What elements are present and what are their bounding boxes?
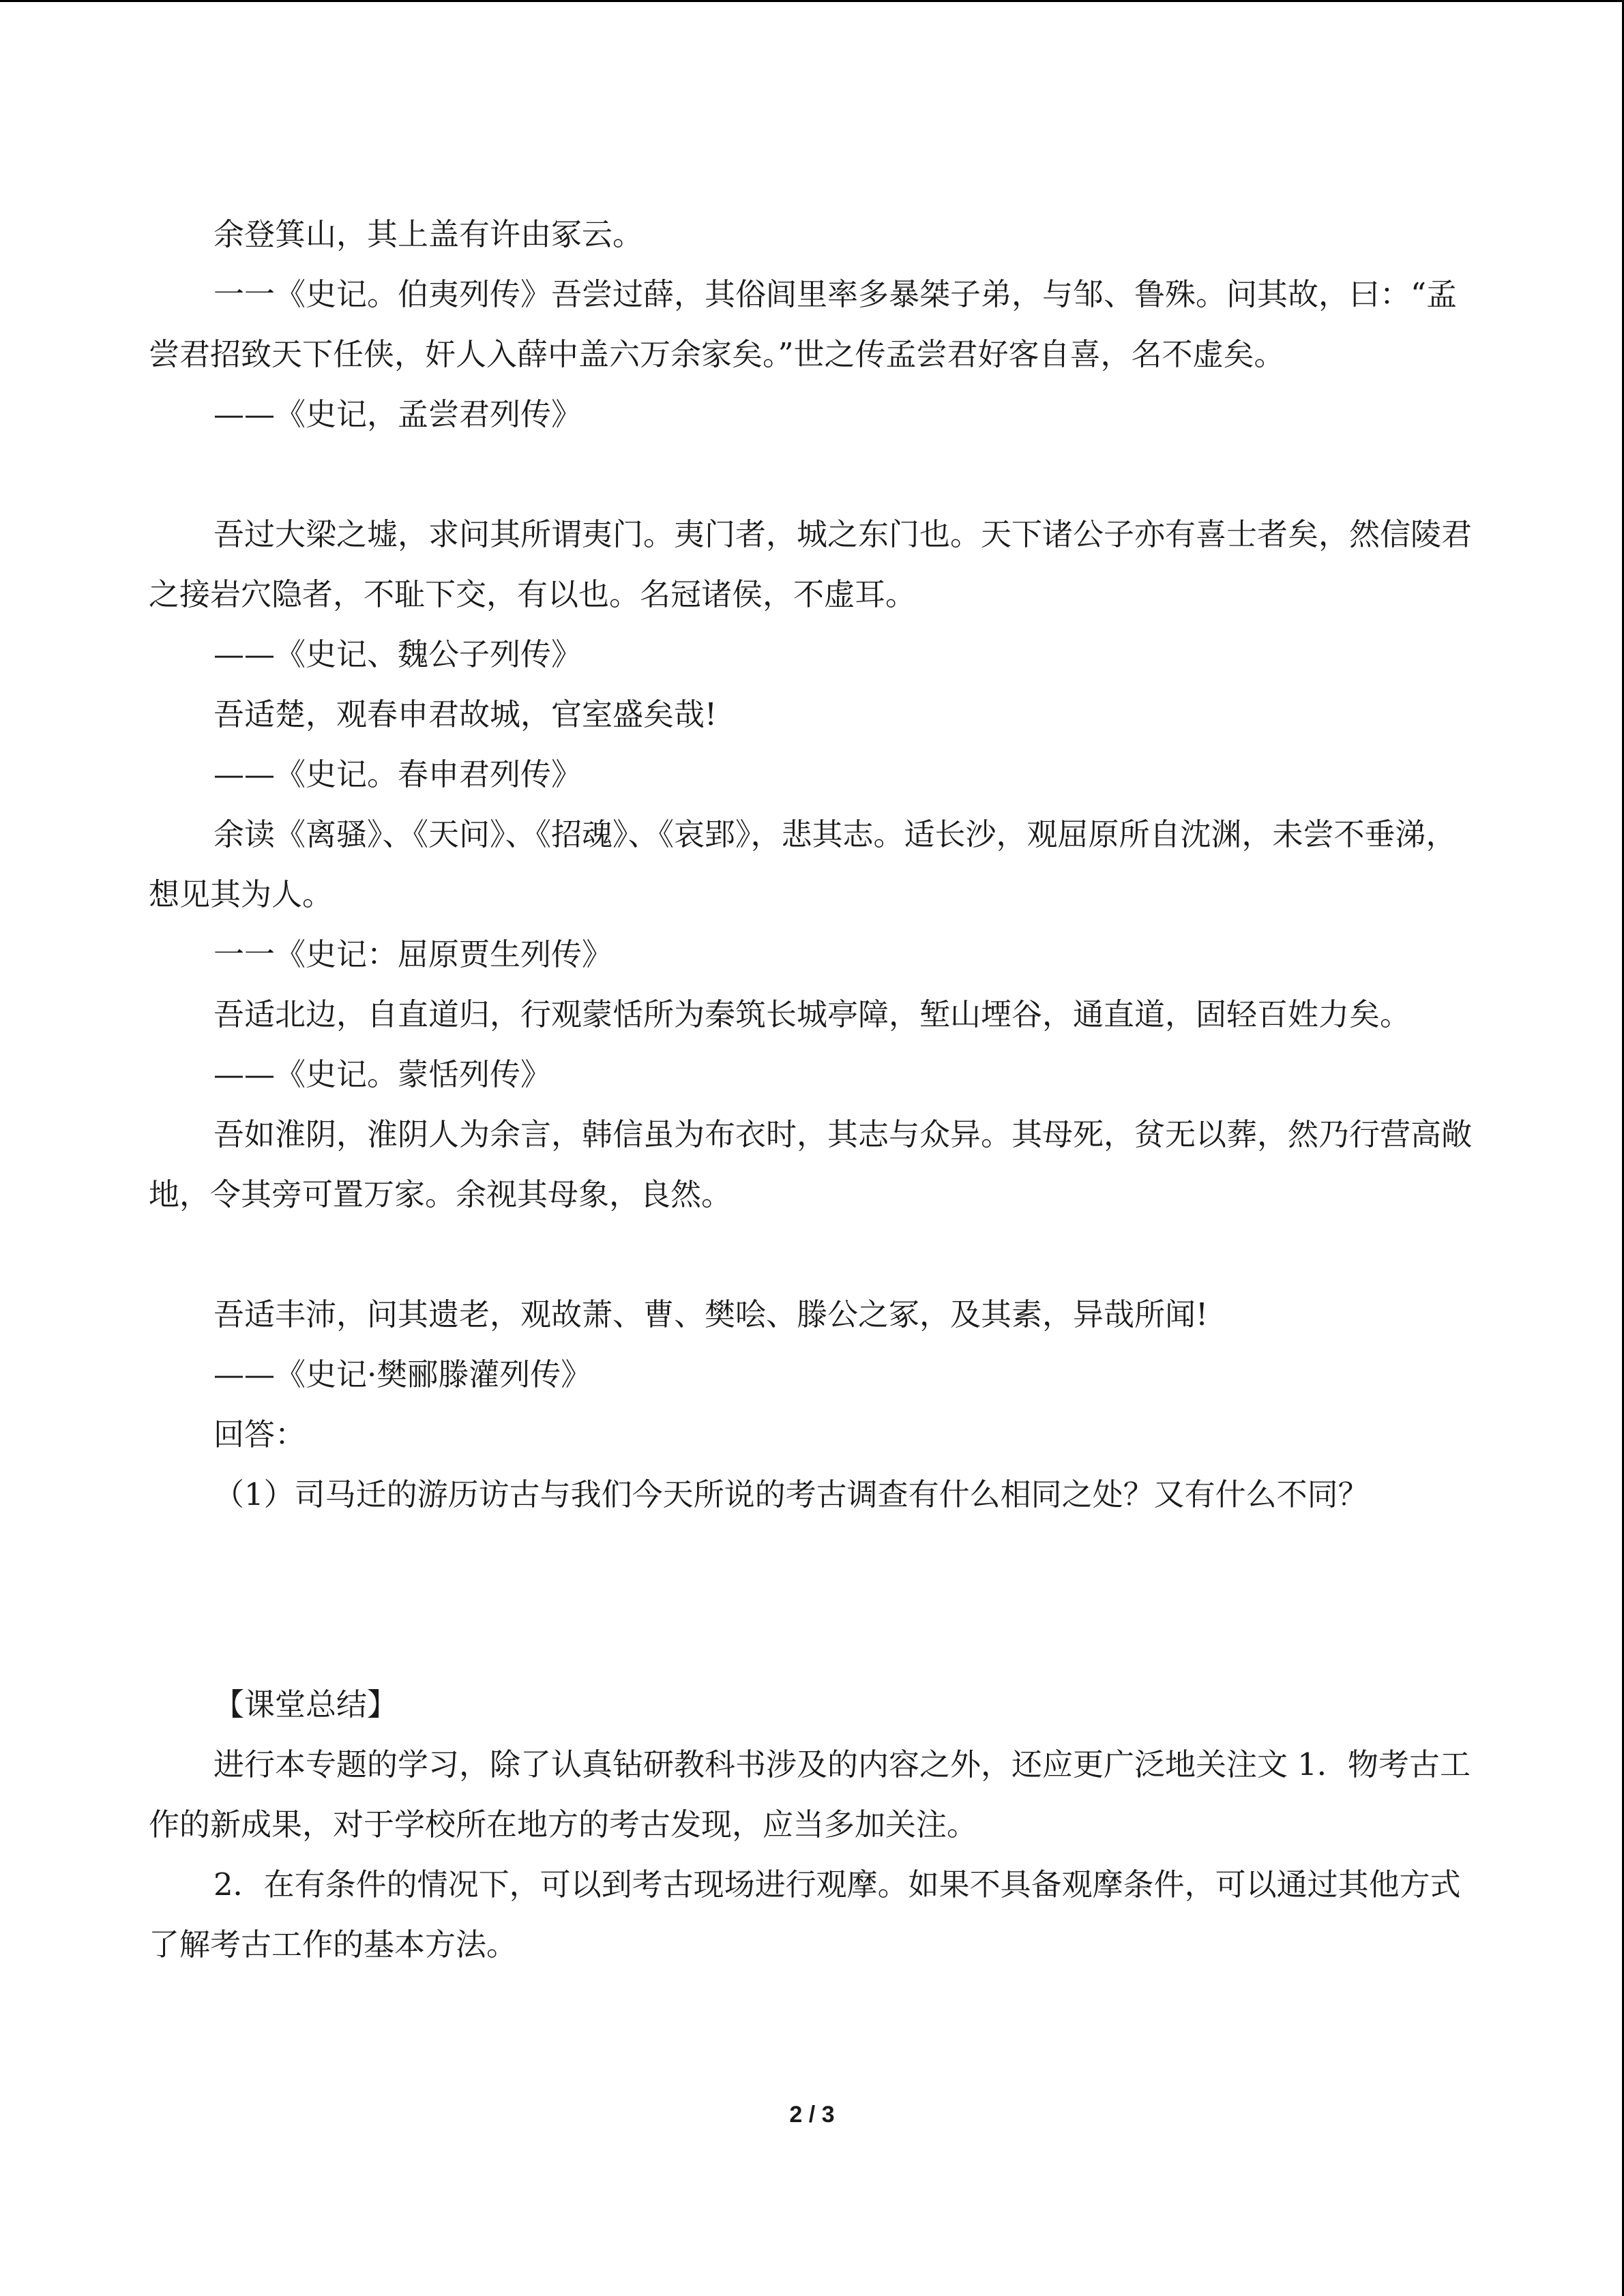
question-1: （1）司马迁的游历访古与我们今天所说的考古调查有什么相同之处？又有什么不同？ bbox=[213, 1476, 1369, 1512]
citation-meng-tian: ——《史记。蒙恬列传》 bbox=[213, 1056, 552, 1092]
citation-chun-shen-jun: ——《史记。春申君列传》 bbox=[213, 756, 582, 792]
citation-fan-li-teng-guan: ——《史记·樊郦滕灌列传》 bbox=[213, 1356, 592, 1392]
top-border-line bbox=[0, 0, 1624, 2]
paragraph-han-xin: 吾如淮阴，淮阴人为余言，韩信虽为布衣时，其志与众异。其母死，贫无以葬，然乃行营高敞地，令其旁可置万家。余视其母象，良然。 bbox=[149, 1116, 1473, 1212]
paragraph-qu-yuan: 余读《离骚》、《天问》、《招魂》、《哀郢》，悲其志。适长沙，观屈原所自沈渊，未尝不垂涕，想见其为人。 bbox=[149, 816, 1457, 912]
paragraph-feng-pei: 吾适丰沛，问其遗老，观故萧、曹、樊哙、滕公之冢，及其素，异哉所闻! bbox=[213, 1296, 1209, 1332]
blank-space bbox=[149, 1525, 1479, 1675]
citation-meng-chang-jun: ——《史记，孟尝君列传》 bbox=[213, 396, 582, 432]
summary-paragraph-2: 2．在有条件的情况下，可以到考古现场进行观摩。如果不具备观摩条件，可以通过其他方式了解考古工作的基本方法。 bbox=[149, 1866, 1461, 1963]
document-body bbox=[149, 205, 1479, 1975]
page-number: 2 / 3 bbox=[789, 2102, 835, 2128]
blank-line bbox=[149, 1225, 1479, 1285]
citation-wei-gong-zi: ——《史记、魏公子列传》 bbox=[213, 636, 582, 672]
paragraph-bo-yi-meng-chang: 一一《史记。伯夷列传》吾尝过薛，其俗闾里率多暴桀子弟，与邹、鲁殊。问其故，曰：“孟尝君招致天下任侠，奸人入薛中盖六万余家矣。”世之传孟尝君好客自喜，名不虚矣。 bbox=[149, 276, 1458, 372]
paragraph-meng-tian: 吾适北边，自直道归，行观蒙恬所为秦筑长城亭障，堑山堙谷，通直道，固轻百姓力矣。 bbox=[213, 996, 1411, 1032]
blank-line bbox=[149, 445, 1479, 505]
citation-qu-yuan-jia-sheng: 一一《史记：屈原贾生列传》 bbox=[213, 936, 613, 972]
answer-label: 回答： bbox=[213, 1416, 306, 1452]
paragraph-da-liang: 吾过大梁之墟，求问其所谓夷门。夷门者，城之东门也。天下诸公子亦有喜士者矣，然信陵君之接岩穴隐者，不耻下交，有以也。名冠诸侯，不虚耳。 bbox=[149, 516, 1473, 612]
paragraph-xu-you-tomb: 余登箕山，其上盖有许由冢云。 bbox=[213, 216, 644, 252]
section-heading-class-summary: 【课堂总结】 bbox=[213, 1686, 398, 1723]
summary-paragraph-1: 进行本专题的学习，除了认真钻研教科书涉及的内容之外，还应更广泛地关注文 1．物考古工作的新成果，对于学校所在地方的考古发现，应当多加关注。 bbox=[149, 1746, 1471, 1843]
paragraph-chun-shen-city: 吾适楚，观春申君故城，官室盛矣哉! bbox=[213, 696, 718, 732]
